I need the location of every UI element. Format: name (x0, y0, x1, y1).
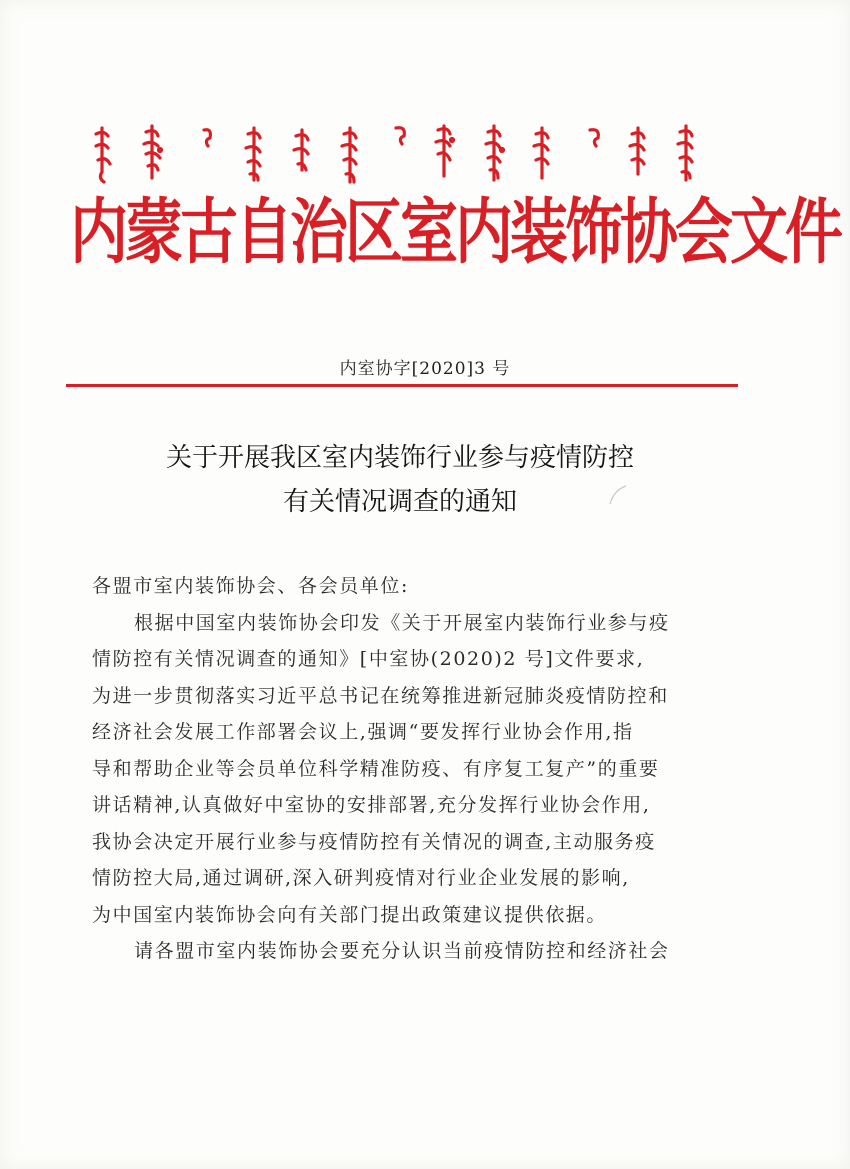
salutation: 各盟市室内装饰协会、各会员单位: (92, 575, 410, 597)
body-line: 请各盟市室内装饰协会要充分认识当前疫情防控和经济社会 (134, 940, 670, 962)
notice-title-line-1: 关于开展我区室内装饰行业参与疫情防控 (165, 443, 634, 473)
body-line: 情防控大局,通过调研,深入研判疫情对行业企业发展的影响, (92, 867, 630, 889)
notice-title-line-2: 有关情况调查的通知 (282, 487, 517, 517)
notice-body (92, 568, 732, 970)
body-line: 导和帮助企业等会员单位科学精准防疫、有序复工复产”的重要 (92, 757, 660, 780)
body-line: 为中国室内装饰协会向有关部门提出政策建议提供依据。 (92, 903, 608, 926)
notice-title (0, 436, 800, 524)
document-number: 内室协字[2020]3 号 (339, 359, 511, 379)
body-line: 根据中国室内装饰协会印发《关于开展室内装饰行业参与疫 (134, 611, 670, 634)
body-line: 讲话精神,认真做好中室协的安排部署,充分发挥行业协会作用, (92, 794, 651, 816)
body-line: 经济社会发展工作部署会议上,强调“要发挥行业协会作用,指 (92, 721, 634, 743)
body-line: 为进一步贯彻落实习近平总书记在统筹推进新冠肺炎疫情防控和 (92, 684, 669, 707)
organization-title: 内蒙古自治区室内装饰协会文件 (70, 190, 841, 274)
red-divider-line (66, 384, 738, 387)
body-line: 情防控有关情况调查的通知》[中室协(2020)2 号]文件要求, (92, 648, 645, 670)
body-line: 我协会决定开展行业参与疫情防控有关情况的调查,主动服务疫 (92, 830, 656, 853)
pencil-mark (606, 484, 630, 510)
